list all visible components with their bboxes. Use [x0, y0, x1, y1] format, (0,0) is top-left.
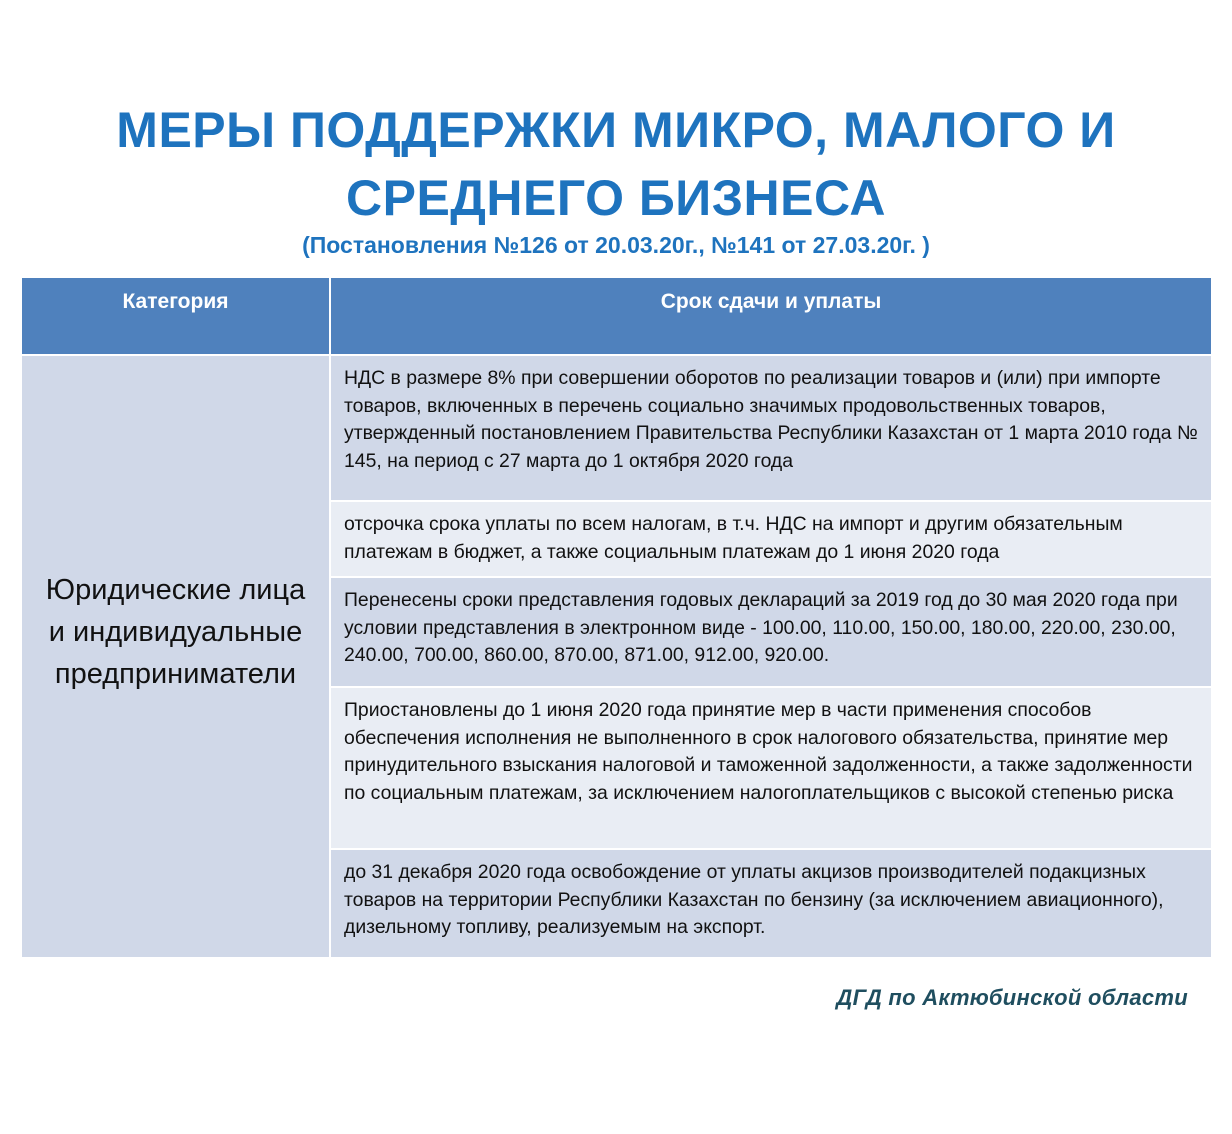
page-title	[0, 96, 1232, 232]
table-row: Приостановлены до 1 июня 2020 года принятие мер в части применения способов обеспечения исполнения не выполненного в срок налогового обязательства, принятие мер принудительного взыскания налоговой и таможенной задолженности, а также задолженности по социальным платежам, за исключением налогоплательщиков с высокой степенью риска	[331, 688, 1211, 848]
table-row: Перенесены сроки представления годовых деклараций за 2019 год до 30 мая 2020 года при условии представления в электронном виде - 100.00, 110.00, 150.00, 180.00, 220.00, 230.00, 240.00, 700.00, 860.00, 870.00, 871.00, 912.00, 920.00.	[331, 578, 1211, 686]
category-label: Юридические лица и индивидуальные предприниматели	[45, 573, 306, 690]
table-header-term: Срок сдачи и уплаты	[331, 278, 1211, 354]
table-header-category: Категория	[22, 278, 329, 354]
footer-organization: ДГД по Актюбинской области	[836, 985, 1188, 1010]
table-row: НДС в размере 8% при совершении оборотов по реализации товаров и (или) при импорте товаров, включенных в перечень социально значимых продовольственных товаров, утвержденный постановлением Правительства Республики Казахстан от 1 марта 2010 года № 145, на период с 27 марта до 1 октября 2020 года	[331, 356, 1211, 500]
page-subtitle: (Постановления №126 от 20.03.20г., №141 от 27.03.20г. )	[302, 232, 930, 258]
page-title-line-2: СРЕДНЕГО БИЗНЕСА	[346, 170, 886, 226]
support-measures-table	[22, 278, 1211, 957]
category-cell	[22, 356, 329, 957]
table-row: до 31 декабря 2020 года освобождение от уплаты акцизов производителей подакцизных товаров на территории Республики Казахстан по бензину (за исключением авиационного), дизельному топливу, реализуемым на экспорт.	[331, 850, 1211, 957]
page-title-line-1: МЕРЫ ПОДДЕРЖКИ МИКРО, МАЛОГО И	[116, 102, 1116, 158]
table-row: отсрочка срока уплаты по всем налогам, в т.ч. НДС на импорт и другим обязательным платежам в бюджет, а также социальным платежам до 1 июня 2020 года	[331, 502, 1211, 576]
